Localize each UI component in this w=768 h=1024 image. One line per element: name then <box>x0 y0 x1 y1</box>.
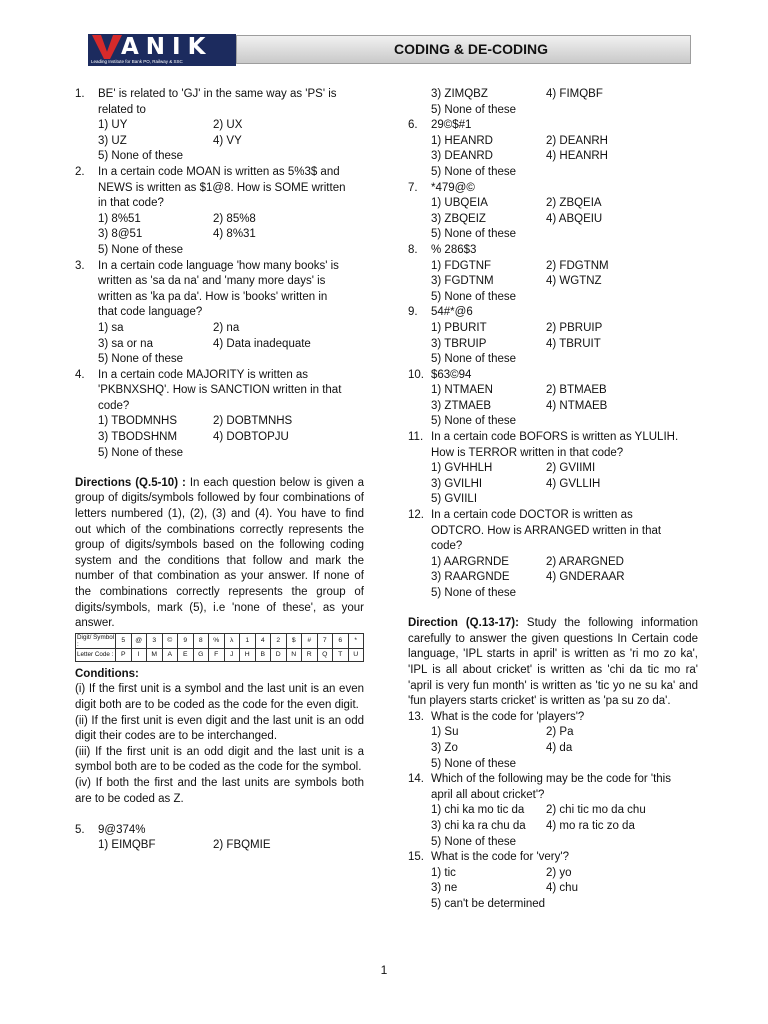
option: 1) NTMAEN <box>431 384 493 397</box>
option: 4) GVLLIH <box>546 477 601 490</box>
option: 4) mo ra tic zo da <box>546 819 635 832</box>
option: 2) DEANRH <box>546 134 608 147</box>
question-number: 10. <box>408 368 424 381</box>
question-text: related to <box>98 103 146 116</box>
table-cell: 8 <box>193 633 209 648</box>
question-14 <box>408 772 698 803</box>
question-number: 8. <box>408 243 418 256</box>
question-text: Which of the following may be the code for 'this <box>431 773 671 786</box>
options <box>408 866 698 897</box>
option: 4) chu <box>546 882 578 895</box>
option: 3) ZTMAEB <box>431 399 492 412</box>
question-text: In a certain code MAJORITY is written as <box>98 368 309 381</box>
option: 1) GVHHLH <box>431 462 493 475</box>
option: 1) 8%51 <box>98 212 141 225</box>
question-text: NEWS is written as $1@8. How is SOME written <box>98 181 346 194</box>
table-cell: λ <box>224 633 240 648</box>
table-cell: * <box>348 633 364 648</box>
question-9 <box>408 305 698 321</box>
question-text: code? <box>431 540 463 553</box>
question-text: written as 'sa da na' and 'many more days' is <box>98 275 326 288</box>
table-cell: % <box>209 633 225 648</box>
directions-heading: Directions (Q.5-10) : <box>75 476 186 489</box>
table-row <box>76 648 364 661</box>
option: 4) FIMQBF <box>546 88 603 100</box>
option: 2) ARARGNED <box>546 555 624 568</box>
question-number: 5. <box>75 823 85 836</box>
option: 5) None of these <box>98 243 184 256</box>
table-cell: 5 <box>116 633 132 648</box>
question-12 <box>408 508 698 555</box>
option: 3) chi ka ra chu da <box>431 819 526 832</box>
table-cell: G <box>193 648 209 661</box>
option: 3) FGDTNM <box>431 275 494 288</box>
question-number: 14. <box>408 773 424 786</box>
directions-text: Study the following information carefully to answer the given questions In Certain code language, 'IPL starts in april' is written as 'ri mo zo ka', 'IPL is all about cricket' is written as 'chi da tic mo ra' 'april is very fun month' is written as 'tic yo ne su ka' and 'fun players starts cricket' is written as 'pa su zo da'. <box>408 617 698 708</box>
options <box>408 803 698 834</box>
options <box>408 555 698 586</box>
table-cell: U <box>348 648 364 661</box>
option: 2) BTMAEB <box>546 384 607 397</box>
question-text: april all about cricket'? <box>431 788 545 801</box>
conditions-heading <box>75 667 364 683</box>
question-text: In a certain code BOFORS is written as YLULIH. <box>431 431 679 444</box>
option: 5) None of these <box>431 228 517 241</box>
logo-v-mark <box>92 35 122 59</box>
table-cell: 1 <box>240 633 256 648</box>
option: 5) None of these <box>431 353 517 366</box>
option: 3) ZIMQBZ <box>431 88 488 100</box>
question-number: 13. <box>408 710 424 723</box>
option: 5) None of these <box>98 353 184 366</box>
options <box>408 321 698 352</box>
table-cell: 7 <box>317 633 333 648</box>
question-7 <box>408 181 698 197</box>
table-cell: 9 <box>178 633 194 648</box>
question-number: 7. <box>408 181 418 194</box>
question-number: 9. <box>408 306 418 319</box>
option: 2) DOBTMNHS <box>213 415 293 428</box>
question-3 <box>75 259 364 321</box>
question-10 <box>408 368 698 384</box>
page-number: 1 <box>380 963 388 977</box>
directions-block <box>75 476 364 632</box>
question-text: In a certain code DOCTOR is written as <box>431 509 633 522</box>
option: 4) DOBTOPJU <box>213 431 289 444</box>
directions-heading: Direction (Q.13-17): <box>408 617 519 630</box>
question-text: in that code? <box>98 197 164 210</box>
question-2 <box>75 165 364 212</box>
table-cell: M <box>147 648 163 661</box>
question-text: 'PKBNXSHQ'. How is SANCTION written in that <box>98 384 342 397</box>
options <box>75 212 364 243</box>
condition-item: (ii) If the first unit is even digit and the last unit is an odd digit their codes are to be interchanged. <box>75 714 364 743</box>
question-text: $63©94 <box>431 368 472 381</box>
table-cell: A <box>162 648 178 661</box>
option: 2) yo <box>546 866 572 879</box>
options <box>408 259 698 290</box>
table-cell: 2 <box>271 633 287 648</box>
question-text: How is TERROR written in that code? <box>431 446 624 459</box>
table-cell: R <box>302 648 318 661</box>
option: 3) TBODSHNM <box>98 431 178 444</box>
option: 3) Zo <box>431 741 458 754</box>
table-cell: @ <box>131 633 147 648</box>
row-header: Digit/ Symbol : <box>77 633 115 648</box>
option: 2) FBQMIE <box>213 839 271 852</box>
question-number: 6. <box>408 119 418 132</box>
question-number: 3. <box>75 259 85 272</box>
option: 2) ZBQEIA <box>546 197 602 210</box>
options <box>408 461 698 492</box>
option: 3) 8@51 <box>98 228 143 241</box>
option: 1) Su <box>431 726 459 739</box>
option: 5) None of these <box>98 446 184 459</box>
directions-block-2 <box>408 616 698 710</box>
question-number: 12. <box>408 509 424 522</box>
question-text: that code language? <box>98 306 203 319</box>
option: 3) ne <box>431 882 458 895</box>
option: 5) None of these <box>431 835 517 848</box>
table-cell: F <box>209 648 225 661</box>
option: 3) DEANRD <box>431 150 493 163</box>
directions-text: In each question below is given a group of digits/symbols followed by four combinations of letters numbered (1), (2), (3) and (4). You have to find out which of the combinations correctly represents the group of digits/symbols based on the following coding system and the conditions that follow and mark the number of that combination as your answer. If none of the combinations correctly represents the group of digits/symbols, mark (5), i.e 'none of these', as your answer. <box>75 476 364 630</box>
table-cell: Q <box>317 648 333 661</box>
question-8 <box>408 243 698 259</box>
left-column <box>75 87 364 854</box>
option: 1) UBQEIA <box>431 197 488 210</box>
row-header: Letter Code : <box>76 648 116 661</box>
table-cell: E <box>178 648 194 661</box>
option: 1) sa <box>98 321 124 334</box>
question-text: % 286$3 <box>431 243 477 256</box>
option: 2) 85%8 <box>213 212 256 225</box>
question-6 <box>408 118 698 134</box>
question-text: What is the code for 'players'? <box>431 710 585 723</box>
table-cell: J <box>224 648 240 661</box>
option: 4) NTMAEB <box>546 399 608 412</box>
option: 1) AARGRNDE <box>431 555 509 568</box>
table-cell: T <box>333 648 349 661</box>
condition-item: (iv) If both the first and the last units are symbols both are to be coded as Z. <box>75 776 364 805</box>
option: 2) Pa <box>546 726 574 739</box>
option: 1) chi ka mo tic da <box>431 804 525 817</box>
option: 4) ABQEIU <box>546 212 603 225</box>
table-cell: H <box>240 648 256 661</box>
table-cell: D <box>271 648 287 661</box>
options <box>408 725 698 756</box>
option: 3) ZBQEIZ <box>431 212 486 225</box>
option: 2) GVIIMI <box>546 462 596 475</box>
option: 1) FDGTNF <box>431 259 492 272</box>
option: 3) GVILHI <box>431 477 483 490</box>
table-cell: 6 <box>333 633 349 648</box>
option: 1) PBURIT <box>431 321 487 334</box>
question-11 <box>408 430 698 461</box>
question-text: written as 'ka pa da'. How is 'books' written in <box>98 290 328 303</box>
question-text: What is the code for 'very'? <box>431 851 569 864</box>
page-header <box>88 34 692 66</box>
vanik-logo <box>88 34 236 66</box>
question-text: *479@© <box>431 181 475 194</box>
option: 5) None of these <box>431 103 517 116</box>
question-number: 11. <box>408 431 424 444</box>
question-number: 4. <box>75 368 85 381</box>
table-cell: B <box>255 648 271 661</box>
table-cell: N <box>286 648 302 661</box>
question-text: code? <box>98 399 130 412</box>
question-text: In a certain code language 'how many books' is <box>98 259 339 272</box>
option: 5) GVIILI <box>431 493 478 506</box>
condition-item: (i) If the first unit is a symbol and the last unit is an even digit both are to be coded as the code for the even digit. <box>75 683 364 711</box>
option: 5) None of these <box>431 165 517 178</box>
question-text: BE' is related to 'GJ' in the same way as 'PS' is <box>98 88 337 100</box>
option: 5) None of these <box>98 150 184 163</box>
question-5 <box>75 823 364 839</box>
table-cell: # <box>302 633 318 648</box>
options <box>75 321 364 352</box>
option: 4) TBRUIT <box>546 337 601 350</box>
option: 3) UZ <box>98 134 127 147</box>
option: 3) sa or na <box>98 337 153 350</box>
options <box>75 838 364 854</box>
option: 1) TBODMNHS <box>98 415 178 428</box>
options <box>75 414 364 445</box>
page-title: CODING & DE-CODING <box>394 41 548 57</box>
option: 1) HEANRD <box>431 134 493 147</box>
logo-tagline: Leading Institute for Bank PO, Railway & SSC <box>91 59 183 64</box>
title-bar <box>236 35 691 64</box>
option: 2) FDGTNM <box>546 259 609 272</box>
coding-table <box>75 633 364 662</box>
option: 4) GNDERAAR <box>546 571 625 584</box>
question-number: 2. <box>75 165 85 178</box>
option: 4) HEANRH <box>546 150 608 163</box>
option: 3) RAARGNDE <box>431 571 510 584</box>
table-cell: $ <box>286 633 302 648</box>
options <box>75 118 364 149</box>
option: 4) 8%31 <box>213 228 256 241</box>
option: 1) EIMQBF <box>98 839 156 852</box>
option: 2) UX <box>213 119 243 132</box>
question-4 <box>75 368 364 415</box>
option: 5) None of these <box>431 415 517 428</box>
table-cell: 4 <box>255 633 271 648</box>
option: 4) Data inadequate <box>213 337 311 350</box>
table-cell: I <box>131 648 147 661</box>
options <box>408 383 698 414</box>
question-text: ODTCRO. How is ARRANGED written in that <box>431 524 662 537</box>
option: 5) None of these <box>431 587 517 599</box>
options <box>408 134 698 165</box>
condition-item: (iii) If the first unit is an odd digit and the last unit is a symbol both are to be coded as the code for the symbol. <box>75 745 364 774</box>
option: 1) UY <box>98 119 128 132</box>
option: 2) PBRUIP <box>546 321 603 334</box>
option: 1) tic <box>431 866 456 879</box>
question-1 <box>75 87 364 118</box>
logo-wordmark: ANIK <box>121 34 213 60</box>
option: 5) None of these <box>431 757 517 770</box>
question-text: 9@374% <box>98 823 146 836</box>
table-row <box>76 633 364 648</box>
options <box>408 196 698 227</box>
option: 5) None of these <box>431 290 517 303</box>
option: 4) VY <box>213 134 242 147</box>
question-number: 15. <box>408 851 424 864</box>
option: 3) TBRUIP <box>431 337 487 350</box>
question-number: 1. <box>75 88 85 100</box>
table-cell: © <box>162 633 178 648</box>
option: 4) da <box>546 741 573 754</box>
right-column <box>408 87 698 912</box>
question-text: In a certain code MOAN is written as 5%3$ and <box>98 165 340 178</box>
option: 5) can't be determined <box>431 897 546 910</box>
question-text: 54#*@6 <box>431 306 473 319</box>
question-13 <box>408 710 698 726</box>
option: 2) na <box>213 321 240 334</box>
question-15 <box>408 850 698 866</box>
options <box>408 87 698 103</box>
table-cell: P <box>116 648 132 661</box>
option: 4) WGTNZ <box>546 275 602 288</box>
conditions-title: Conditions: <box>75 667 139 680</box>
question-text: 29©$#1 <box>431 119 472 132</box>
option: 2) chi tic mo da chu <box>546 804 646 817</box>
table-cell: 3 <box>147 633 163 648</box>
